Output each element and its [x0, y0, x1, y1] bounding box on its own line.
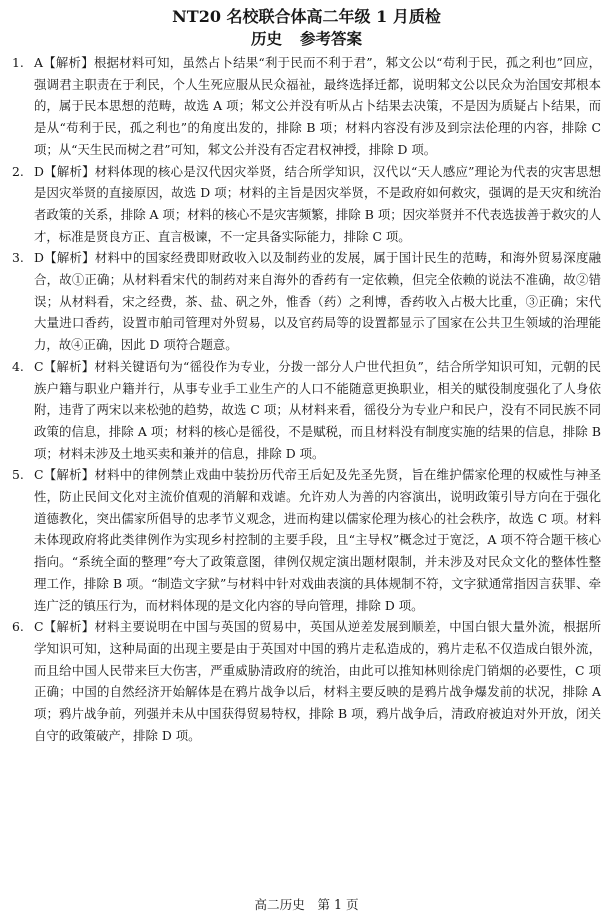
page-footer: 高二历史 第 1 页 — [254, 897, 359, 912]
answer-number: 6. — [12, 619, 24, 635]
answer-item-5 — [12, 464, 601, 616]
answer-text: D【解析】材料体现的核心是汉代因灾举贤，结合所学知识，汉代以“天人感应”理论为代表的灾害思想是因灾举贤的直接原因，故选 D 项；材料的主旨是因灾举贤，不是政府如何救灾，强调的是天灾和统治者政策的关系，排除 A 项；材料的核心不是灾害频繁，排除 B 项；因灾举贤并不代表选拔善于救灾的人才，标准是贤良方正、直言极谏，不一定具备实际能力，排除 C 项。 — [34, 163, 601, 244]
answer-number: 4. — [12, 358, 24, 374]
exam-title: NT20 名校联合体高二年级 1 月质检 — [172, 7, 441, 26]
answer-item-1 — [12, 52, 601, 161]
answer-item-6 — [12, 616, 601, 746]
answer-text: A【解析】根据材料可知，虽然占卜结果“利于民而不利于君”，邾文公以“苟利于民，孤之利也”回应，强调君主职责在于利民，个人生死应服从民众福祉，最终选择迁都，说明邾文公以民众为治国安邦根本的，属于民本思想的范畴，故选 A 项；邾文公并没有听从占卜结果去决策，不是因为质疑占卜结果，而是从“苟利于民，孤之利也”的角度出发的，排除 B 项；材料内容没有涉及到宗法伦理的内容，排除 C 项；从“天生民而树之君”可知，邾文公并没有否定君权神授，排除 D 项。 — [34, 55, 601, 157]
answer-list — [12, 52, 601, 747]
answer-number: 2. — [12, 163, 24, 179]
answer-item-3 — [12, 247, 601, 356]
subject-label: 历史 — [250, 29, 282, 48]
answer-text: C【解析】材料关键语句为“徭役作为专业，分拨一部分人户世代担负”，结合所学知识可知，元朝的民族户籍与职业户籍并行，从事专业手工业生产的人口不能随意更换职业，相关的赋役制度强化了人身依附，违背了两宋以来松弛的趋势，故选 C 项；从材料来看，徭役分为专业户和民户，没有不同民族不同政策的信息，排除 A 项；材料的核心是徭役，不是赋税，而且材料没有制度实施的结果的信息，排除 B 项；材料未涉及土地买卖和兼并的信息，排除 D 项。 — [34, 358, 601, 461]
answer-number: 1. — [12, 55, 24, 70]
answer-text: C【解析】材料中的律例禁止戏曲中装扮历代帝王后妃及先圣先贤，旨在维护儒家伦理的权威性与神圣性，防止民间文化对主流价值观的消解和戏谑。允许劝人为善的内容演出，说明政策引导方向在于强化道德教化，突出儒家所倡导的忠孝节义观念，进而构建以儒家伦理为核心的社会秩序，故选 C 项。材料未体现政府将此类律例作为实现乡村控制的主要手段，且“主导权”概念过于宽泛，A 项不符合题干核心指向。“系统全面的整理”夸大了政策意图，律例仅规定演出题材限制，并未涉及对民众文化的整体性整理工作，排除 B 项。“制造文字狱”与材料中针对戏曲表演的具体规制不符，文字狱通常指因言获罪、牵连广泛的镇压行为，而材料体现的是文化内容的导向管理，排除 D 项。 — [34, 467, 601, 613]
answer-item-4 — [12, 356, 601, 465]
answer-text: D【解析】材料中的国家经费即财政收入以及制药业的发展，属于国计民生的范畴，和海外贸易深度融合，故①正确；从材料看宋代的制药对来自海外的香药有一定依赖，但完全依赖的说法不准确，故②错误；从材料看，宋之经费，茶、盐、矾之外，惟香（药）之利博，香药收入占极大比重，③正确；宋代大量进口香药，设置市舶司管理对外贸易，以及官药局等的设置都显示了国家在公共卫生领域的治理能力，故④正确，因此 D 项符合题意。 — [34, 250, 601, 353]
answer-text: C【解析】材料主要说明在中国与英国的贸易中，英国从逆差发展到顺差，中国白银大量外流，根据所学知识可知，这种局面的出现主要是由于英国对中国的鸦片走私造成的，鸦片走私不仅造成白银外流，而且给中国人民带来巨大伤害，严重威胁清政府的统治，由此可以推知林则徐虎门销烟的必要性，C 项正确；中国的自然经济开始解体是在鸦片战争以后，材料主要反映的是鸦片战争爆发前的状况，排除 A 项；鸦片战争前，列强并未从中国获得贸易特权，排除 B 项，鸦片战争后，清政府被迫对外开放，闭关自守的政策破产，排除 D 项。 — [34, 619, 601, 743]
answer-item-2 — [12, 161, 601, 248]
answer-key-label: 参考答案 — [300, 29, 363, 48]
answer-number: 3. — [12, 250, 24, 266]
exam-subtitle — [12, 28, 601, 50]
answer-number: 5. — [12, 467, 24, 483]
